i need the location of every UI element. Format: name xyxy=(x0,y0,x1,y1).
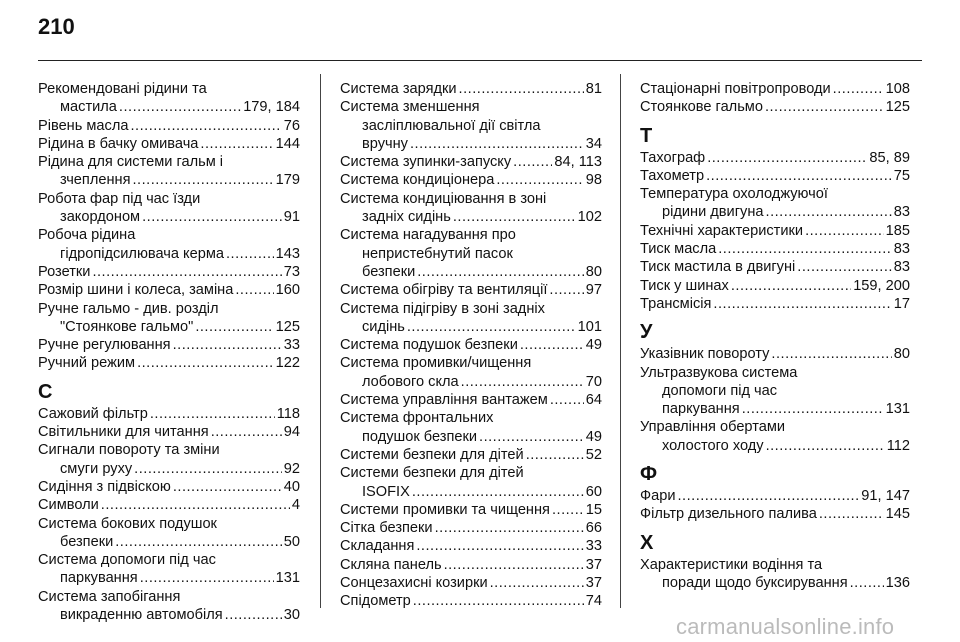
dot-leader xyxy=(173,336,282,354)
index-page-ref: 101 xyxy=(577,318,602,335)
index-page-ref: 70 xyxy=(585,373,602,390)
dot-leader xyxy=(416,537,583,555)
index-page-ref: 84, 113 xyxy=(554,154,602,171)
index-page-ref: 136 xyxy=(885,574,910,591)
index-entry xyxy=(640,258,910,276)
index-page-ref: 33 xyxy=(283,337,300,354)
dot-leader xyxy=(461,373,584,391)
index-entry xyxy=(340,519,602,537)
dot-leader xyxy=(140,569,274,587)
index-entry-text: Символи xyxy=(38,497,99,514)
index-letter-heading: С xyxy=(38,380,53,403)
index-entry-text: Система зарядки xyxy=(340,81,457,97)
index-entry-text: Система допомоги під час xyxy=(38,552,216,569)
index-entry xyxy=(38,80,300,117)
index-page-ref: 92 xyxy=(283,460,300,477)
index-entry xyxy=(38,117,300,135)
dot-leader xyxy=(713,295,891,313)
index-entry-text: зчеплення xyxy=(60,172,131,189)
index-entry-text: Скляна панель xyxy=(340,556,442,573)
index-entry-text: Система промивки/чищення xyxy=(340,355,532,372)
index-page-ref: 91, 147 xyxy=(861,488,910,505)
index-entry-text: допомоги під час xyxy=(662,382,778,399)
index-entry-text: Спідометр xyxy=(340,593,411,610)
index-page-ref: 15 xyxy=(585,501,602,518)
index-page-ref: 131 xyxy=(275,570,300,587)
index-page-ref: 83 xyxy=(893,204,910,221)
index-page-ref: 118 xyxy=(276,405,300,422)
index-page-ref: 60 xyxy=(585,483,602,500)
index-entry-text: вручну xyxy=(362,135,408,152)
index-page-ref: 144 xyxy=(275,135,300,152)
index-entry-text: Світильники для читання xyxy=(38,424,209,441)
index-entry-text: Складання xyxy=(340,538,415,555)
index-entry xyxy=(38,190,300,227)
index-page-ref: 131 xyxy=(885,401,910,418)
index-entry-text: Фари xyxy=(640,488,676,505)
index-entry-text: Технічні характеристики xyxy=(640,222,804,239)
index-entry xyxy=(38,441,300,478)
index-entry-text: Розмір шини і колеса, заміна xyxy=(38,282,234,299)
dot-leader xyxy=(549,281,583,299)
index-page-ref: 76 xyxy=(283,117,300,134)
index-page-ref: 143 xyxy=(275,245,300,262)
index-page-ref: 108 xyxy=(885,81,910,97)
index-entry xyxy=(640,277,910,295)
index-entry-text: Сигнали повороту та зміни xyxy=(38,442,220,459)
dot-leader xyxy=(496,171,583,189)
index-entry xyxy=(640,167,910,185)
index-entry-text: Трансмісія xyxy=(640,295,712,312)
index-entry xyxy=(640,240,910,258)
index-entry-text: Розетки xyxy=(38,263,91,280)
index-page-ref: 52 xyxy=(585,446,602,463)
index-entry xyxy=(38,226,300,263)
index-entry-text: Система підігріву в зоні задніх xyxy=(340,300,545,317)
dot-leader xyxy=(771,345,891,363)
index-entry-text: Сітка безпеки xyxy=(340,520,433,537)
index-entry xyxy=(340,592,602,610)
dot-leader xyxy=(550,391,584,409)
index-page-ref: 91 xyxy=(283,209,300,226)
dot-leader xyxy=(766,203,892,221)
dot-leader xyxy=(173,478,282,496)
index-page-ref: 102 xyxy=(577,209,602,226)
dot-leader xyxy=(490,574,584,592)
dot-leader xyxy=(766,437,885,455)
dot-leader xyxy=(742,400,884,418)
index-entry-text: холостого ходу xyxy=(662,437,764,454)
index-entry xyxy=(38,281,300,299)
column-separator xyxy=(320,74,321,608)
dot-leader xyxy=(137,354,274,372)
index-entry-text: Тиск масла xyxy=(640,241,717,258)
dot-leader xyxy=(412,483,584,501)
index-entry xyxy=(340,556,602,574)
index-entry xyxy=(640,185,910,222)
index-page-ref: 64 xyxy=(585,392,602,409)
index-entry-text: Ручний режим xyxy=(38,355,136,372)
index-entry-text: Тахограф xyxy=(640,149,706,166)
index-entry-text: смуги руху xyxy=(60,460,133,477)
index-entry-text: сидінь xyxy=(362,318,405,335)
dot-leader xyxy=(119,98,241,116)
index-entry-text: Системи промивки та чищення xyxy=(340,501,550,518)
dot-leader xyxy=(435,519,584,537)
index-entry xyxy=(640,556,910,593)
index-entry-text: засліплювальної дії світла xyxy=(362,117,541,134)
index-entry-text: Система кондиціювання в зоні xyxy=(340,190,547,207)
index-entry-text: рідини двигуна xyxy=(662,204,764,221)
index-page-ref: 30 xyxy=(283,607,300,624)
page-number: 210 xyxy=(38,14,75,39)
index-page-ref: 81 xyxy=(585,81,602,97)
dot-leader xyxy=(410,135,584,153)
index-page-ref: 80 xyxy=(585,263,602,280)
index-entry-text: Характеристики водіння та xyxy=(640,556,823,573)
index-entry-text: Система обігріву та вентиляції xyxy=(340,282,548,299)
header-rule xyxy=(38,60,922,61)
dot-leader xyxy=(797,258,891,276)
index-entry-text: Рідина для системи гальм і xyxy=(38,154,224,171)
index-entry xyxy=(38,496,300,514)
index-page-ref: 34 xyxy=(585,135,602,152)
index-page-ref: 49 xyxy=(585,337,602,354)
index-page-ref: 75 xyxy=(893,167,910,184)
dot-leader xyxy=(833,80,884,98)
index-entry xyxy=(340,537,602,555)
dot-leader xyxy=(718,240,892,258)
index-entry xyxy=(38,336,300,354)
index-entry xyxy=(38,153,300,190)
index-entry xyxy=(38,135,300,153)
dot-leader xyxy=(850,574,884,592)
index-entry-text: Система управління вантажем xyxy=(340,392,548,409)
dot-leader xyxy=(407,318,576,336)
index-page-ref: 98 xyxy=(585,172,602,189)
dot-leader xyxy=(513,153,552,171)
index-entry-text: Тахометр xyxy=(640,167,705,184)
index-entry xyxy=(38,515,300,552)
index-page-ref: 179, 184 xyxy=(243,99,300,116)
index-entry xyxy=(340,190,602,227)
index-entry xyxy=(340,391,602,409)
index-column-2 xyxy=(340,80,602,611)
index-entry-text: викраденню автомобіля xyxy=(60,607,223,624)
dot-leader xyxy=(142,208,282,226)
index-entry xyxy=(38,300,300,337)
index-entry-text: задніх сидінь xyxy=(362,209,451,226)
index-entry xyxy=(640,418,910,455)
index-entry xyxy=(340,354,602,391)
index-entry-text: Система кондиціонера xyxy=(340,172,495,189)
watermark: carmanualsonline.info xyxy=(676,614,895,639)
index-page-ref: 66 xyxy=(585,520,602,537)
index-entry-text: "Стоянкове гальмо" xyxy=(60,318,194,335)
index-page-ref: 185 xyxy=(885,222,910,239)
index-entry-text: паркування xyxy=(662,401,740,418)
index-entry-text: Фільтр дизельного палива xyxy=(640,506,817,523)
index-entry xyxy=(38,354,300,372)
index-page-ref: 125 xyxy=(275,318,300,335)
index-page-ref: 97 xyxy=(585,282,602,299)
dot-leader xyxy=(134,460,282,478)
index-entry-text: поради щодо буксирування xyxy=(662,574,848,591)
index-entry-text: мастила xyxy=(60,99,117,116)
index-page-ref: 73 xyxy=(283,263,300,280)
dot-leader xyxy=(520,336,584,354)
index-entry-text: гідропідсилювача керма xyxy=(60,245,224,262)
index-entry xyxy=(340,226,602,281)
column-separator xyxy=(620,74,621,608)
index-entry xyxy=(38,263,300,281)
index-entry-text: подушок безпеки xyxy=(362,428,478,445)
index-entry-text: Управління обертами xyxy=(640,419,786,436)
index-page-ref: 50 xyxy=(283,533,300,550)
index-entry xyxy=(640,364,910,419)
index-entry-text: Робота фар під час їзди xyxy=(38,190,201,207)
index-entry xyxy=(340,281,602,299)
index-entry-text: Рекомендовані рідини та xyxy=(38,81,207,97)
index-entry-text: Система подушок безпеки xyxy=(340,337,518,354)
index-entry xyxy=(340,574,602,592)
dot-leader xyxy=(819,505,884,523)
index-entry-text: непристебнутий пасок xyxy=(362,245,513,262)
index-page-ref: 33 xyxy=(585,538,602,555)
index-page-ref: 122 xyxy=(275,355,300,372)
index-letter-heading: Х xyxy=(640,531,654,554)
index-entry xyxy=(340,336,602,354)
index-entry-text: Системи безпеки для дітей xyxy=(340,465,524,482)
index-entry-text: Тиск у шинах xyxy=(640,277,729,294)
index-entry-text: Робоча рідина xyxy=(38,227,136,244)
index-entry-text: Система зупинки-запуску xyxy=(340,154,512,171)
dot-leader xyxy=(413,592,584,610)
index-entry-text: Сажовий фільтр xyxy=(38,405,148,422)
index-page-ref: 159, 200 xyxy=(853,277,910,294)
dot-leader xyxy=(805,222,884,240)
index-letter-heading: У xyxy=(640,321,653,344)
index-page-ref: 17 xyxy=(893,295,910,312)
index-page-ref: 145 xyxy=(885,506,910,523)
index-entry xyxy=(340,98,602,153)
index-entry xyxy=(340,80,602,98)
dot-leader xyxy=(552,501,584,519)
dot-leader xyxy=(101,496,290,514)
index-entry xyxy=(340,171,602,189)
index-page-ref: 40 xyxy=(283,478,300,495)
dot-leader xyxy=(92,263,281,281)
index-entry-text: Указівник повороту xyxy=(640,346,770,363)
dot-leader xyxy=(211,423,282,441)
index-entry-text: Система нагадування про xyxy=(340,227,516,244)
index-entry-text: Ручне гальмо - див. розділ xyxy=(38,300,219,317)
index-entry xyxy=(340,153,602,171)
index-entry-text: Система запобігання xyxy=(38,588,181,605)
index-entry xyxy=(640,345,910,363)
index-entry xyxy=(640,149,910,167)
index-entry-text: Стоянкове гальмо xyxy=(640,99,763,116)
dot-leader xyxy=(235,281,273,299)
index-entry-text: Система бокових подушок xyxy=(38,515,217,532)
index-entry-text: Система фронтальних xyxy=(340,410,494,427)
index-entry xyxy=(340,409,602,446)
index-entry-text: лобового скла xyxy=(362,373,459,390)
dot-leader xyxy=(132,171,273,189)
index-entry xyxy=(38,588,300,625)
index-page-ref: 125 xyxy=(885,99,910,116)
index-page-ref: 37 xyxy=(585,575,602,592)
dot-leader xyxy=(479,428,584,446)
index-entry-text: Ручне регулювання xyxy=(38,337,171,354)
dot-leader xyxy=(731,277,851,295)
dot-leader xyxy=(459,80,584,98)
index-entry xyxy=(38,423,300,441)
index-column-1 xyxy=(38,80,300,624)
index-letter-heading: Ф xyxy=(640,463,658,486)
index-page-ref: 112 xyxy=(886,437,910,454)
index-entry xyxy=(640,487,910,505)
index-page-ref: 94 xyxy=(283,424,300,441)
index-entry xyxy=(340,446,602,464)
dot-leader xyxy=(526,446,584,464)
dot-leader xyxy=(706,167,892,185)
index-page-ref: 83 xyxy=(893,241,910,258)
dot-leader xyxy=(707,149,867,167)
index-entry xyxy=(38,405,300,423)
index-entry-text: паркування xyxy=(60,570,138,587)
index-entry xyxy=(640,98,910,116)
dot-leader xyxy=(677,487,859,505)
index-page-ref: 80 xyxy=(893,346,910,363)
index-entry xyxy=(38,478,300,496)
dot-leader xyxy=(226,245,274,263)
dot-leader xyxy=(115,533,282,551)
dot-leader xyxy=(417,263,584,281)
index-entry-text: безпеки xyxy=(362,263,416,280)
dot-leader xyxy=(444,556,584,574)
dot-leader xyxy=(765,98,884,116)
index-entry-text: Температура охолоджуючої xyxy=(640,186,828,203)
index-entry xyxy=(340,501,602,519)
index-entry-text: Рівень масла xyxy=(38,117,129,134)
dot-leader xyxy=(130,117,281,135)
index-entry-text: безпеки xyxy=(60,533,114,550)
index-letter-heading: Т xyxy=(640,124,653,147)
index-entry-text: Сонцезахисні козирки xyxy=(340,575,488,592)
index-entry xyxy=(340,300,602,337)
index-entry xyxy=(640,505,910,523)
index-entry xyxy=(38,551,300,588)
index-entry-text: Стаціонарні повітропроводи xyxy=(640,81,831,97)
index-entry-text: Система зменшення xyxy=(340,99,480,116)
index-page-ref: 85, 89 xyxy=(869,149,910,166)
index-page-ref: 160 xyxy=(275,282,300,299)
index-entry-text: ISOFIX xyxy=(362,483,410,500)
index-entry-text: Ультразвукова система xyxy=(640,364,798,381)
index-entry-text: Рідина в бачку омивача xyxy=(38,135,199,152)
index-entry xyxy=(340,464,602,501)
index-page-ref: 4 xyxy=(291,497,300,514)
index-entry-text: Системи безпеки для дітей xyxy=(340,446,524,463)
dot-leader xyxy=(200,135,273,153)
dot-leader xyxy=(225,606,282,624)
index-page-ref: 74 xyxy=(585,593,602,610)
index-entry-text: Сидіння з підвіскою xyxy=(38,478,171,495)
index-entry xyxy=(640,80,910,98)
dot-leader xyxy=(195,318,273,336)
index-page-ref: 37 xyxy=(585,556,602,573)
index-page-ref: 179 xyxy=(275,172,300,189)
index-entry xyxy=(640,295,910,313)
index-column-3 xyxy=(640,80,910,592)
index-entry-text: Тиск мастила в двигуні xyxy=(640,259,796,276)
dot-leader xyxy=(150,405,275,423)
dot-leader xyxy=(453,208,576,226)
index-page-ref: 49 xyxy=(585,428,602,445)
index-entry-text: закордоном xyxy=(60,209,141,226)
index-page-ref: 83 xyxy=(893,259,910,276)
index-entry xyxy=(640,222,910,240)
